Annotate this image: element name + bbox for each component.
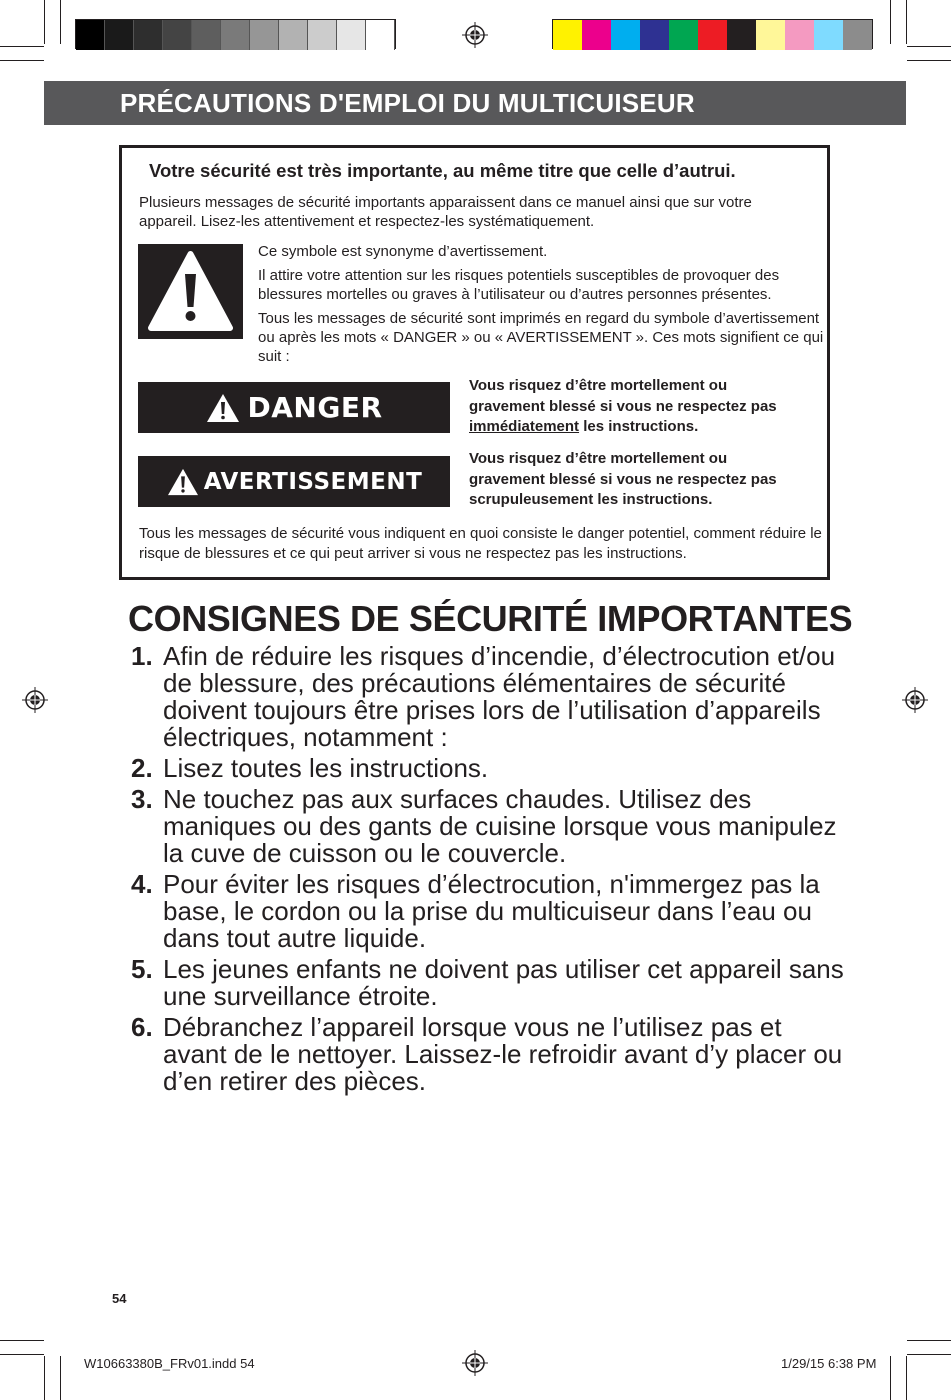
list-item-text: Ne touchez pas aux surfaces chaudes. Utilisez des maniques ou des gants de cuisine lorsque vous manipulez la cuve de cuisson ou le couvercle. bbox=[163, 784, 837, 868]
registration-mark-icon bbox=[462, 22, 488, 48]
registration-mark-icon bbox=[462, 1350, 488, 1376]
crop-mark bbox=[890, 1356, 891, 1400]
crop-mark bbox=[907, 60, 951, 61]
color-swatch bbox=[366, 20, 395, 50]
page-number: 54 bbox=[112, 1291, 127, 1306]
page-title: PRÉCAUTIONS D'EMPLOI DU MULTICUISEUR bbox=[120, 87, 695, 118]
crop-mark bbox=[60, 0, 61, 44]
list-item-text: Les jeunes enfants ne doivent pas utiliser cet appareil sans une surveillance étroite. bbox=[163, 954, 844, 1011]
color-swatch bbox=[698, 20, 727, 50]
color-swatch bbox=[337, 20, 366, 50]
danger-description bbox=[469, 376, 799, 438]
list-item bbox=[131, 1014, 851, 1095]
list-item-text: Afin de réduire les risques d’incendie, d’électrocution et/ou de blessure, des précautions élémentaires de sécurité doivent toujours être prises lors de l’utilisation d’appareils électriques, notamment : bbox=[163, 641, 836, 752]
list-item bbox=[131, 643, 851, 751]
registration-mark-icon bbox=[22, 687, 48, 713]
color-swatch bbox=[105, 20, 134, 50]
color-swatch bbox=[134, 20, 163, 50]
danger-signal-banner bbox=[138, 382, 450, 433]
crop-mark bbox=[0, 1340, 44, 1341]
process-color-bar bbox=[552, 19, 873, 49]
crop-mark bbox=[0, 1354, 44, 1355]
safety-box-intro: Plusieurs messages de sécurité importants apparaissent dans ce manuel ainsi que sur votre appareil. Lisez-les attentivement et respectez-les systématiquement. bbox=[139, 194, 752, 230]
crop-mark bbox=[0, 46, 44, 47]
safety-box-footer: Tous les messages de sécurité vous indiquent en quoi consiste le danger potentiel, comment réduire le risque de blessures et ce qui peut arriver si vous ne respectez pas les instructions. bbox=[139, 525, 822, 562]
slug-file-info: W10663380B_FRv01.indd 54 bbox=[84, 1356, 255, 1371]
symbol-description-line: Ce symbole est synonyme d’avertissement. bbox=[258, 243, 548, 260]
warning-description: Vous risquez d’être mortellement ou gravement blessé si vous ne respectez pas scrupuleusement les instructions. bbox=[469, 450, 777, 508]
danger-description-emphasis: immédiatement bbox=[469, 418, 580, 435]
list-item-number: 1. bbox=[131, 641, 153, 671]
crop-mark bbox=[907, 1354, 951, 1355]
color-swatch bbox=[279, 20, 308, 50]
color-swatch bbox=[192, 20, 221, 50]
list-item bbox=[131, 755, 851, 782]
color-swatch bbox=[727, 20, 756, 50]
warning-triangle-icon bbox=[205, 392, 241, 424]
danger-label: DANGER bbox=[247, 391, 383, 424]
registration-mark-icon bbox=[902, 687, 928, 713]
warning-triangle-icon bbox=[166, 467, 200, 497]
list-item-text: Lisez toutes les instructions. bbox=[163, 753, 489, 783]
color-swatch bbox=[611, 20, 640, 50]
list-item-number: 5. bbox=[131, 954, 153, 984]
crop-mark bbox=[907, 46, 951, 47]
list-item-number: 6. bbox=[131, 1012, 153, 1042]
list-item bbox=[131, 786, 851, 867]
color-swatch bbox=[814, 20, 843, 50]
crop-mark bbox=[890, 0, 891, 44]
list-item bbox=[131, 956, 851, 1010]
danger-description-text: Vous risquez d’être mortellement ou gravement blessé si vous ne respectez pas bbox=[469, 377, 777, 415]
color-swatch bbox=[640, 20, 669, 50]
crop-mark bbox=[44, 0, 45, 44]
symbol-description-line: Tous les messages de sécurité sont imprimés en regard du symbole d’avertissement ou après les mots « DANGER » ou « AVERTISSEMENT ». Ces mots signifient ce qui suit : bbox=[258, 310, 824, 365]
color-swatch bbox=[221, 20, 250, 50]
crop-mark bbox=[60, 1356, 61, 1400]
crop-mark bbox=[44, 1356, 45, 1400]
warning-label: AVERTISSEMENT bbox=[203, 468, 423, 495]
crop-mark bbox=[907, 1340, 951, 1341]
crop-mark bbox=[0, 60, 44, 61]
color-swatch bbox=[756, 20, 785, 50]
safety-notice-box bbox=[119, 145, 830, 580]
color-swatch bbox=[785, 20, 814, 50]
warning-signal-banner bbox=[138, 456, 450, 507]
crop-mark bbox=[906, 0, 907, 44]
safety-instructions-list bbox=[131, 643, 851, 1099]
safety-alert-symbol bbox=[138, 244, 243, 339]
section-header-bar bbox=[44, 81, 906, 125]
grayscale-color-bar bbox=[75, 19, 396, 49]
color-swatch bbox=[308, 20, 337, 50]
color-swatch bbox=[582, 20, 611, 50]
color-swatch bbox=[163, 20, 192, 50]
list-item-text: Pour éviter les risques d’électrocution, n'immergez pas la base, le cordon ou la prise du multicuiseur dans l’eau ou dans tout autre liquide. bbox=[163, 869, 820, 953]
consignes-heading: CONSIGNES DE SÉCURITÉ IMPORTANTES bbox=[128, 598, 853, 639]
slug-date-info: 1/29/15 6:38 PM bbox=[781, 1356, 877, 1371]
color-swatch bbox=[843, 20, 872, 50]
color-swatch bbox=[669, 20, 698, 50]
list-item-number: 2. bbox=[131, 753, 153, 783]
color-swatch bbox=[76, 20, 105, 50]
safety-box-title: Votre sécurité est très importante, au même titre que celle d’autrui. bbox=[149, 160, 736, 181]
color-swatch bbox=[250, 20, 279, 50]
list-item bbox=[131, 871, 851, 952]
warning-triangle-icon bbox=[138, 244, 243, 339]
danger-description-text-end: les instructions. bbox=[579, 418, 699, 435]
list-item-number: 4. bbox=[131, 869, 153, 899]
color-swatch bbox=[553, 20, 582, 50]
crop-mark bbox=[906, 1356, 907, 1400]
symbol-description-line: Il attire votre attention sur les risques potentiels susceptibles de provoquer des blessures mortelles ou graves à l’utilisateur ou d’autres personnes présentes. bbox=[258, 267, 780, 303]
list-item-number: 3. bbox=[131, 784, 153, 814]
list-item-text: Débranchez l’appareil lorsque vous ne l’utilisez pas et avant de le nettoyer. Laissez-le refroidir avant d’y placer ou d’en retirer des pièces. bbox=[163, 1012, 843, 1096]
